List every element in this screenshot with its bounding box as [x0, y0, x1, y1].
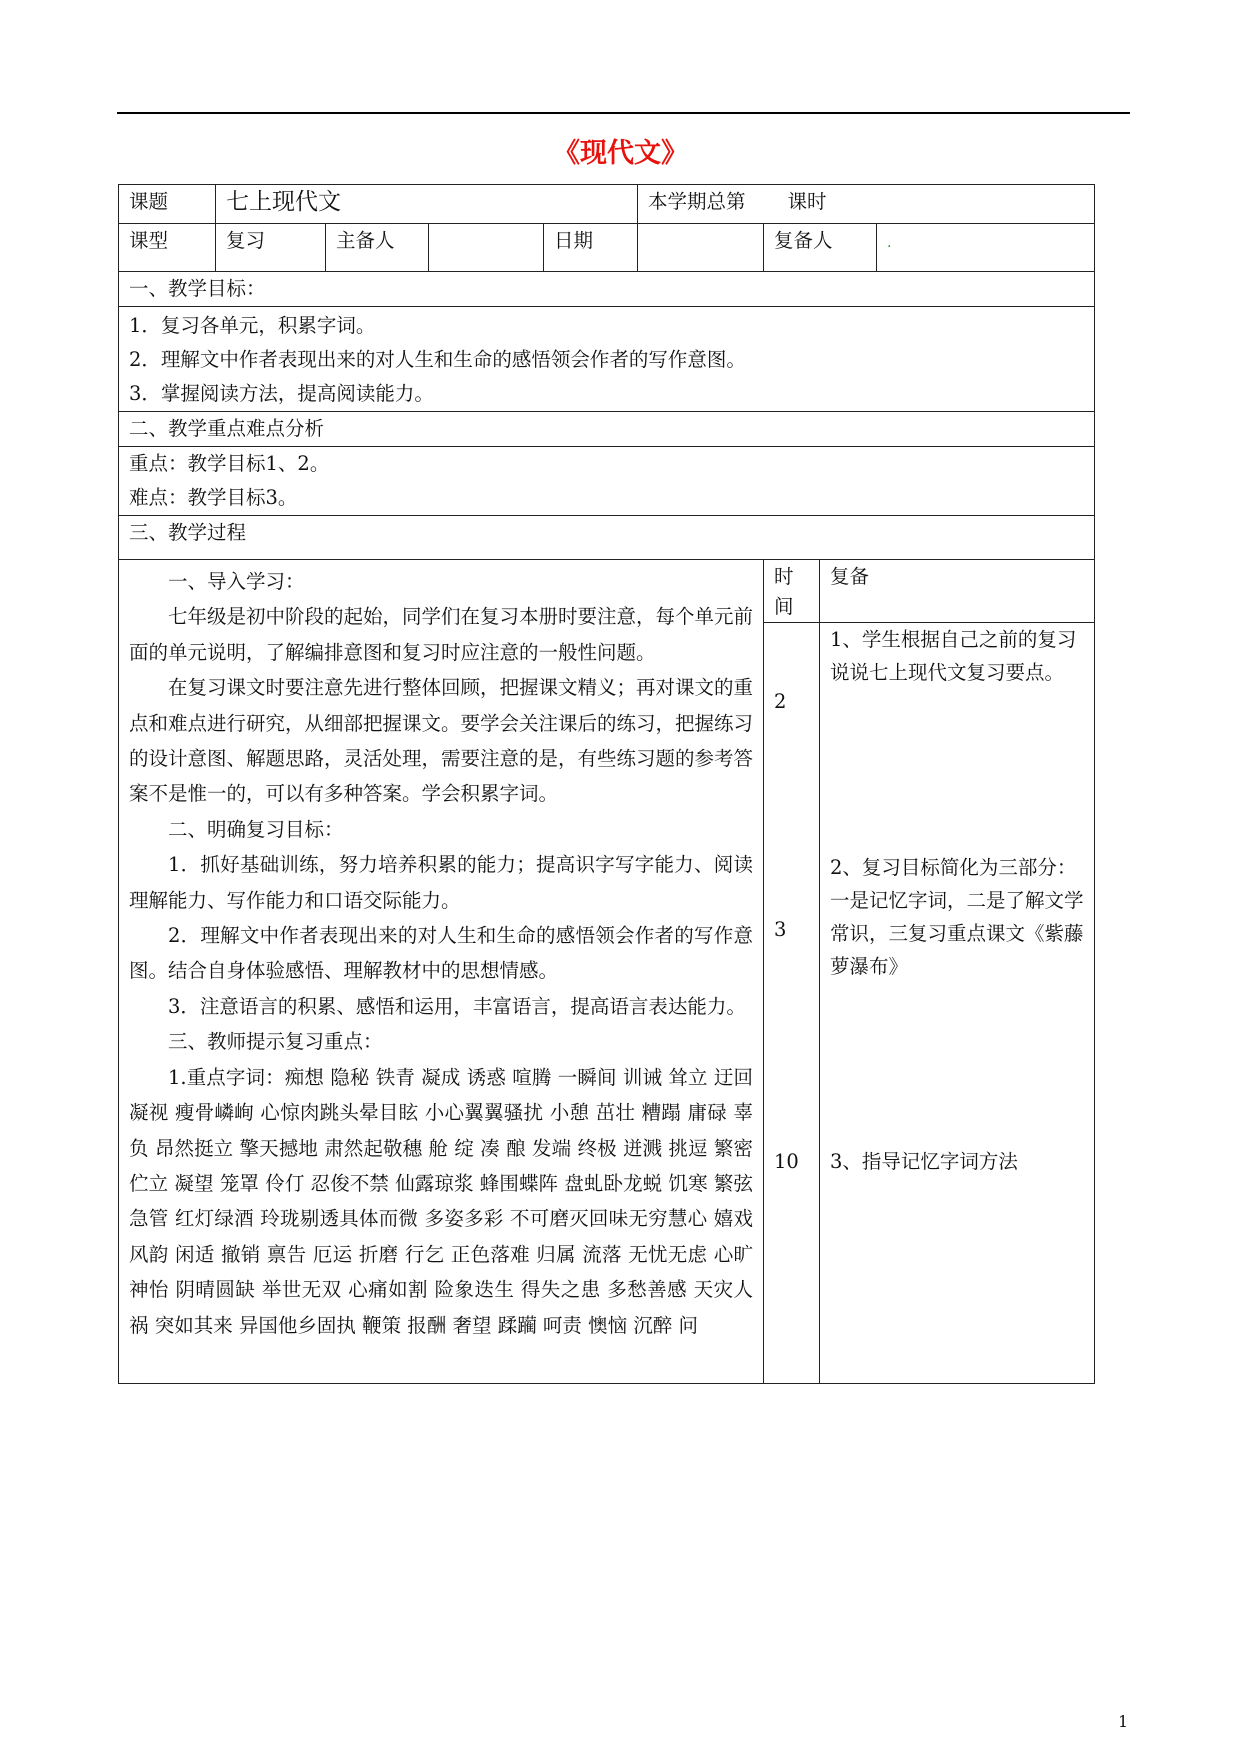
row-process	[119, 560, 1095, 1384]
goal-item: 1．复习各单元，积累字词。	[129, 314, 376, 337]
time-column	[764, 560, 820, 1384]
process-paragraph: 2．理解文中作者表现出来的对人生和生命的感悟领会作者的写作意图。结合自身体验感悟、理解教材中的思想情感。	[129, 924, 753, 983]
goals-list	[119, 307, 1095, 412]
time-header: 时间	[764, 560, 819, 623]
reviewer-mark: .	[887, 235, 892, 251]
page-number: 1	[1118, 1712, 1129, 1731]
time-value: 3	[774, 918, 787, 941]
goal-item: 3．掌握阅读方法，提高阅读能力。	[129, 382, 434, 405]
label-reviewer: 复备人	[764, 224, 877, 272]
note-item: 3、指导记忆字词方法	[830, 1150, 1018, 1173]
reviewer-value	[877, 224, 1095, 272]
topic-value: 七上现代文	[216, 185, 638, 224]
goal-item: 2．理解文中作者表现出来的对人生和生命的感悟领会作者的写作意图。	[129, 348, 746, 371]
label-date: 日期	[544, 224, 638, 272]
time-value: 2	[774, 690, 787, 713]
process-paragraph: 1.重点字词：痴想 隐秘 铁青 凝成 诱惑 喧腾 一瞬间 训诫 耸立 迂回 凝视 瘦骨嶙峋 心惊肉跳头晕目眩 小心翼翼骚扰 小憩 茁壮 糟蹋 庸碌 辜负 昂然挺立 擎天撼地 肃然起敬穗 舱 绽 凑 酿 发端 终极 迸溅 挑逗 繁密 伫立 凝望 笼罩 伶仃 忍俊不禁 仙露琼浆 蜂围蝶阵 盘虬卧龙蜕 饥寒 繁弦急管 红灯绿酒 玲珑剔透具体而微 多姿多彩 不可磨灭回味无穷慧心 嬉戏 风韵 闲适 撤销 禀告 厄运 折磨 行乞 正色落难 归属 流落 无忧无虑 心旷神怡 阴晴圆缺 举世无双 心痛如割 险象迭生 得失之患 多愁善感 天灾人祸 突如其来 异国他乡固执 鞭策 报酬 奢望 蹂躏 呵责 懊恼 沉醉 问	[129, 1065, 753, 1337]
label-type: 课型	[119, 224, 216, 272]
focus-content	[119, 447, 1095, 516]
time-values	[774, 623, 809, 1383]
focus-heading: 二、教学重点难点分析	[119, 412, 1095, 447]
row-focus	[119, 447, 1095, 516]
time-value: 10	[774, 1150, 799, 1173]
row-topic	[119, 185, 1095, 224]
top-rule	[117, 112, 1130, 114]
note-item: 2、复习目标简化为三部分：一是记忆字词，二是了解文学常识，三复习重点课文《紫藤萝瀑布》	[830, 856, 1084, 978]
process-paragraph: 七年级是初中阶段的起始，同学们在复习本册时要注意，每个单元前面的单元说明，了解编排意图和复习时应注意的一般性问题。	[129, 605, 754, 664]
process-paragraph: 在复习课文时要注意先进行整体回顾，把握课文精义；再对课文的重点和难点进行研究，从细部把握课文。要学会关注课后的练习，把握练习的设计意图、解题思路，灵活处理，需要注意的是，有些练习题的参考答案不是惟一的，可以有多种答案。学会积累字词。	[129, 676, 754, 806]
note-item: 1、学生根据自己之前的复习说说七上现代文复习要点。	[830, 628, 1077, 684]
total-lesson-cell	[638, 185, 1095, 224]
label-host: 主备人	[326, 224, 429, 272]
process-body	[119, 560, 764, 1384]
focus-key: 重点：教学目标1、2。	[129, 452, 330, 475]
row-process-heading	[119, 516, 1095, 560]
process-paragraph: 3．注意语言的积累、感悟和运用，丰富语言，提高语言表达能力。	[168, 994, 746, 1018]
note-values	[830, 623, 1084, 1383]
label-lesson: 课时	[787, 190, 827, 213]
label-topic: 课题	[119, 185, 216, 224]
process-paragraph: 三、教师提示复习重点：	[168, 1030, 383, 1054]
row-goals-heading	[119, 272, 1095, 307]
process-paragraph: 1．抓好基础训练，努力培养积累的能力；提高识字写字能力、阅读理解能力、写作能力和口语交际能力。	[129, 853, 753, 912]
note-header: 复备	[820, 560, 1094, 623]
document-title: 《现代文》	[553, 138, 688, 169]
process-heading: 三、教学过程	[119, 516, 1095, 560]
lesson-plan-table	[118, 184, 1095, 1384]
type-value: 复习	[216, 224, 326, 272]
row-focus-heading	[119, 412, 1095, 447]
host-value	[429, 224, 544, 272]
row-goals	[119, 307, 1095, 412]
process-paragraph: 一、导入学习：	[168, 570, 305, 593]
focus-difficulty: 难点：教学目标3。	[129, 486, 298, 509]
goals-heading: 一、教学目标：	[119, 272, 1095, 307]
note-column	[820, 560, 1095, 1384]
row-type	[119, 224, 1095, 272]
date-value	[638, 224, 764, 272]
label-total: 本学期总第	[648, 190, 746, 213]
process-paragraph: 二、明确复习目标：	[168, 817, 344, 841]
